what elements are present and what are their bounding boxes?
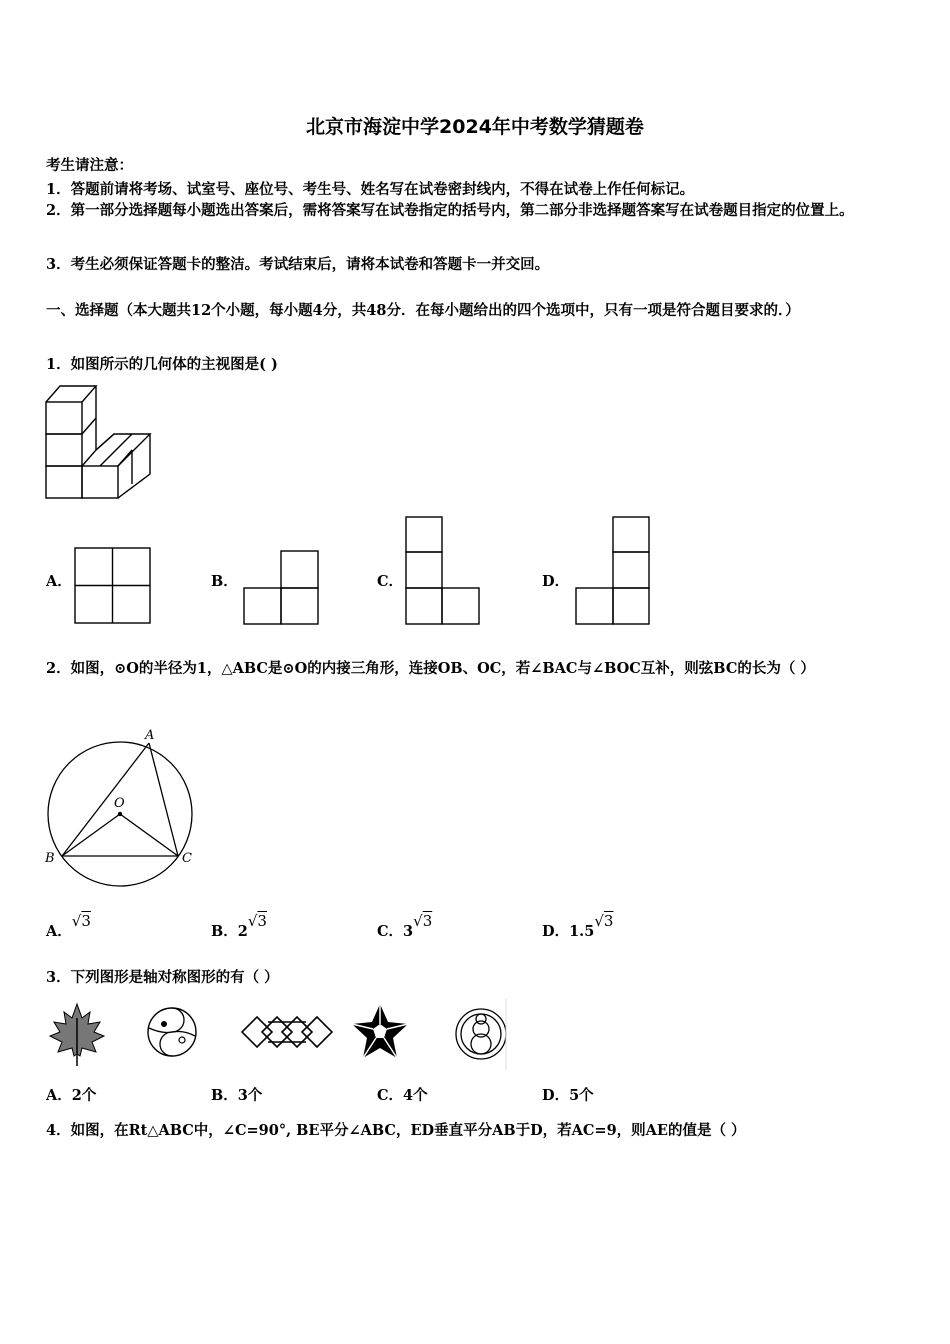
maple-leaf-icon: [50, 1004, 104, 1066]
q2-option-d-radical: 3: [603, 912, 614, 930]
question-3-stem: 3．下列图形是轴对称图形的有（ ）: [46, 969, 279, 986]
q2-option-b-sqrt: √3: [247, 912, 267, 930]
q2-option-d-sqrt: √3: [594, 912, 614, 930]
q1-option-d-figure: [575, 516, 653, 626]
knot-pattern-icon: [242, 1017, 332, 1047]
q1-option-a[interactable]: A．: [46, 573, 72, 590]
q2-option-c-coef: 3: [403, 923, 414, 940]
q2-option-b-radical: 3: [257, 912, 267, 930]
q3-option-b[interactable]: B．3个: [211, 1087, 263, 1104]
notice-item-1: 1．答题前请将考场、试室号、座位号、考生号、姓名写在试卷密封线内，不得在试卷上作任何标记。: [46, 181, 695, 198]
page-title: 北京市海淀中学2024年中考数学猜题卷: [306, 116, 644, 138]
q3-option-d[interactable]: D．5个: [542, 1087, 594, 1104]
q2-option-a-radical: 3: [81, 912, 91, 930]
question-2-stem: 2．如图，⊙O的半径为1，△ABC是⊙O的内接三角形，连接OB、OC，若∠BAC与∠BOC互补，则弦BC的长为（ ）: [46, 660, 815, 677]
notice-item-2: 2．第一部分选择题每小题选出答案后，需将答案写在试卷指定的括号内，第二部分非选择题答案写在试卷题目指定的位置上。: [46, 202, 854, 219]
q1-option-b[interactable]: B．: [211, 573, 238, 590]
q2-label-c: C: [182, 851, 192, 866]
q1-solid-figure: [44, 380, 156, 504]
q2-circle-figure: [44, 726, 196, 890]
q1-option-c[interactable]: C．: [377, 573, 404, 590]
q2-option-a[interactable]: [46, 912, 91, 941]
q3-option-a[interactable]: A．2个: [46, 1087, 97, 1104]
notice-heading: 考生请注意：: [46, 157, 133, 174]
q2-option-b-label: B．: [211, 923, 238, 940]
q2-option-c-radical: 3: [422, 912, 433, 930]
q2-option-b[interactable]: [211, 912, 267, 941]
q2-option-c-sqrt: √3: [413, 912, 433, 930]
question-4-stem: 4．如图，在Rt△ABC中，∠C=90°, BE平分∠ABC，ED垂直平分AB于D，若AC=9，则AE的值是（ ）: [46, 1122, 746, 1139]
q3-option-c[interactable]: C．4个: [377, 1087, 428, 1104]
yin-yang-icon: [148, 1008, 196, 1056]
q2-option-b-coef: 2: [237, 923, 248, 940]
q2-label-o: O: [114, 796, 125, 811]
q3-shapes-figure: [44, 998, 510, 1070]
q2-option-d[interactable]: [542, 912, 614, 941]
q1-option-d[interactable]: D．: [542, 573, 570, 590]
q2-option-a-sqrt: √3: [71, 912, 91, 930]
notice-item-3: 3．考生必须保证答题卡的整洁。考试结束后，请将本试卷和答题卡一并交回。: [46, 256, 550, 273]
star-pentagon-icon: [352, 1004, 408, 1058]
q1-option-b-figure: [243, 550, 321, 626]
question-1-stem: 1．如图所示的几何体的主视图是( ): [46, 356, 278, 373]
q2-option-c-label: C．: [377, 923, 404, 940]
q2-option-a-label: A．: [46, 923, 72, 940]
q2-option-d-coef: 1.5: [569, 923, 595, 940]
q2-label-b: B: [45, 851, 55, 866]
q2-option-c[interactable]: [377, 912, 433, 941]
q2-option-d-label: D．: [542, 923, 570, 940]
q1-option-a-figure: [74, 547, 152, 625]
q1-option-c-figure: [405, 516, 483, 626]
q2-label-a: A: [145, 728, 155, 743]
section-heading: 一、选择题（本大题共12个小题，每小题4分，共48分．在每小题给出的四个选项中，只有一项是符合题目要求的．）: [46, 302, 800, 319]
nested-circles-icon: [456, 998, 506, 1070]
